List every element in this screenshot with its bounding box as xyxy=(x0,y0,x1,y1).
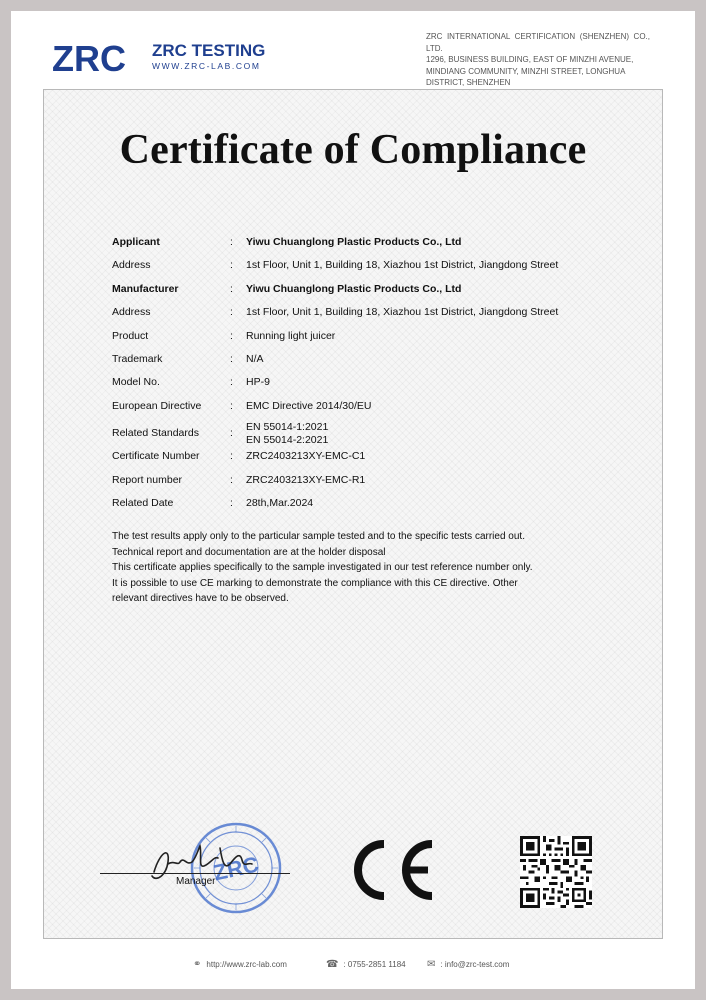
field-value: 1st Floor, Unit 1, Building 18, Xiazhou 1st District, Jiangdong Street xyxy=(246,306,559,319)
signature-label: Manager xyxy=(176,876,216,887)
zrc-logo xyxy=(52,35,282,85)
field-value: Yiwu Chuanglong Plastic Products Co., Ltd xyxy=(246,236,462,248)
manager-signature xyxy=(148,842,298,886)
qr-code xyxy=(520,836,592,908)
footer-email[interactable] xyxy=(427,959,509,970)
note-line: The test results apply only to the particular sample tested and to the specific tests carried out. xyxy=(112,531,525,542)
field-manufacturer xyxy=(112,279,632,302)
note-line: This certificate applies specifically to the sample investigated in our test reference number only. xyxy=(112,562,533,573)
field-value: EMC Directive 2014/30/EU xyxy=(246,399,372,412)
brand-name: ZRC TESTING xyxy=(152,41,266,60)
field-value: N/A xyxy=(246,352,264,365)
certificate-frame xyxy=(43,89,663,939)
field-european-directive xyxy=(112,396,632,419)
certificate-fields xyxy=(112,232,632,516)
field-label: Certificate Number xyxy=(112,450,200,463)
footer-email-text: : info@zrc-test.com xyxy=(440,960,510,969)
brand-website: WWW.ZRC-LAB.COM xyxy=(152,61,261,71)
field-separator: : xyxy=(230,282,233,295)
field-label: Applicant xyxy=(112,236,160,248)
field-value: ZRC2403213XY-EMC-R1 xyxy=(246,473,366,486)
field-model-no xyxy=(112,372,632,395)
field-separator: : xyxy=(230,496,233,509)
field-separator: : xyxy=(230,259,233,272)
issuer-line: DISTRICT, SHENZHEN xyxy=(426,78,511,87)
footer-website-text: http://www.zrc-lab.com xyxy=(206,960,287,969)
note-line: It is possible to use CE marking to demonstrate the compliance with this CE directive. Other xyxy=(112,577,518,589)
field-value: Running light juicer xyxy=(246,329,336,342)
svg-text:ZRC: ZRC xyxy=(211,851,261,886)
field-separator: : xyxy=(230,352,233,365)
standard-line: EN 55014-1:2021 xyxy=(246,421,329,434)
field-value: Yiwu Chuanglong Plastic Products Co., Ltd xyxy=(246,282,462,295)
field-separator: : xyxy=(230,450,233,463)
certificate-page xyxy=(11,11,695,989)
field-value: ZRC2403213XY-EMC-C1 xyxy=(246,450,366,463)
field-label: Product xyxy=(112,329,149,342)
field-label: Manufacturer xyxy=(112,282,179,295)
note-line: Technical report and documentation are at the holder disposal xyxy=(112,546,386,558)
issuer-address xyxy=(426,31,650,89)
field-related-standards xyxy=(112,419,632,446)
mail-icon: ✉ xyxy=(427,959,436,970)
field-value: 1st Floor, Unit 1, Building 18, Xiazhou 1st District, Jiangdong Street xyxy=(246,259,559,272)
field-label: Address xyxy=(112,306,151,319)
certificate-title: Certificate of Compliance xyxy=(119,127,587,173)
phone-icon: ☎ xyxy=(326,959,339,970)
field-certificate-number xyxy=(112,446,632,469)
field-value: 28th,Mar.2024 xyxy=(246,496,314,509)
field-separator: : xyxy=(230,376,233,389)
field-label: Address xyxy=(112,259,151,272)
field-label: Report number xyxy=(112,473,183,486)
field-report-number xyxy=(112,470,632,493)
field-label: Related Standards xyxy=(112,427,199,440)
field-separator: : xyxy=(230,473,233,486)
ce-mark-icon xyxy=(344,838,436,902)
field-applicant xyxy=(112,232,632,255)
field-label: European Directive xyxy=(112,399,202,412)
footer-website[interactable] xyxy=(193,959,287,970)
issuer-line: 1296, BUSINESS BUILDING, EAST OF MINZHI AVENUE, xyxy=(426,55,634,64)
field-trademark xyxy=(112,349,632,372)
field-label: Trademark xyxy=(112,352,163,365)
field-applicant-address xyxy=(112,255,632,278)
globe-icon: ⚭ xyxy=(193,959,202,970)
field-value xyxy=(246,421,328,446)
field-manufacturer-address xyxy=(112,302,632,325)
note-line: relevant directives have to be observed. xyxy=(112,593,289,604)
standard-line: EN 55014-2:2021 xyxy=(246,433,329,446)
signature-block xyxy=(100,820,320,910)
field-separator: : xyxy=(230,329,233,342)
footer-phone-text: : 0755-2851 1184 xyxy=(343,960,406,969)
field-related-date xyxy=(112,493,632,516)
footer-phone xyxy=(326,959,406,970)
field-separator: : xyxy=(230,399,233,412)
field-product xyxy=(112,326,632,349)
field-label: Model No. xyxy=(112,376,160,389)
issuer-line: ZRC INTERNATIONAL CERTIFICATION (SHENZHEN) CO., LTD. xyxy=(426,32,650,53)
field-value: HP-9 xyxy=(246,376,270,389)
certificate-notes xyxy=(112,529,582,607)
field-separator: : xyxy=(230,236,233,248)
field-separator: : xyxy=(230,306,233,319)
field-label: Related Date xyxy=(112,496,174,509)
signature-line xyxy=(100,873,290,874)
field-separator: : xyxy=(230,427,233,440)
logo-letters: ZRC xyxy=(52,38,126,79)
issuer-line: MINDIANG COMMUNITY, MINZHI STREET, LONGHUA xyxy=(426,66,626,76)
